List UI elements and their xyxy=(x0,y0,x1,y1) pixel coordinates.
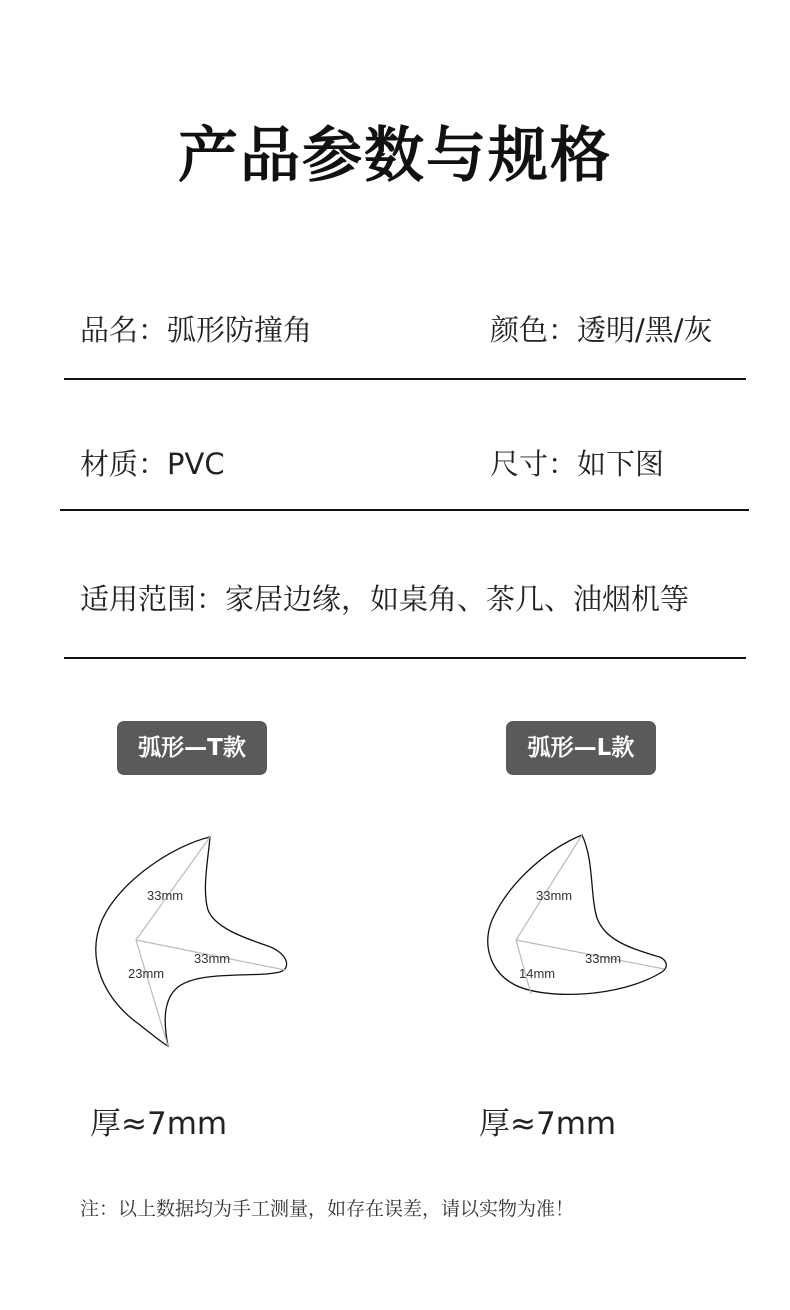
l-shape-diagram xyxy=(470,820,700,1020)
dim-label-a: 33mm xyxy=(536,888,573,903)
t-shape-outline xyxy=(96,837,287,1046)
l-shape-outline xyxy=(488,835,666,994)
guide-line xyxy=(136,940,168,1046)
dim-label-b: 33mm xyxy=(585,951,622,966)
dim-label-a: 33mm xyxy=(147,888,184,903)
page-title: 产品参数与规格 xyxy=(178,121,612,191)
thickness-l: 厚≈7mm xyxy=(479,1106,617,1142)
divider xyxy=(64,378,746,380)
spec-material: 材质：PVC xyxy=(80,447,225,481)
spec-name: 品名：弧形防撞角 xyxy=(80,313,313,347)
product-label-l: 弧形—L款 xyxy=(506,721,656,775)
dim-label-b: 33mm xyxy=(194,951,231,966)
divider xyxy=(64,657,746,659)
dim-label-c: 14mm xyxy=(519,966,556,981)
dim-label-c: 23mm xyxy=(128,966,165,981)
product-label-t: 弧形—T款 xyxy=(117,721,267,775)
thickness-t: 厚≈7mm xyxy=(90,1106,228,1142)
divider xyxy=(60,509,749,511)
t-shape-diagram xyxy=(80,820,310,1060)
spec-scope: 适用范围：家居边缘，如桌角、茶几、油烟机等 xyxy=(80,582,690,616)
disclaimer-note: 注：以上数据均为手工测量，如存在误差，请以实物为准！ xyxy=(80,1198,575,1220)
spec-color: 颜色：透明/黑/灰 xyxy=(490,313,713,347)
spec-size: 尺寸：如下图 xyxy=(490,447,665,481)
